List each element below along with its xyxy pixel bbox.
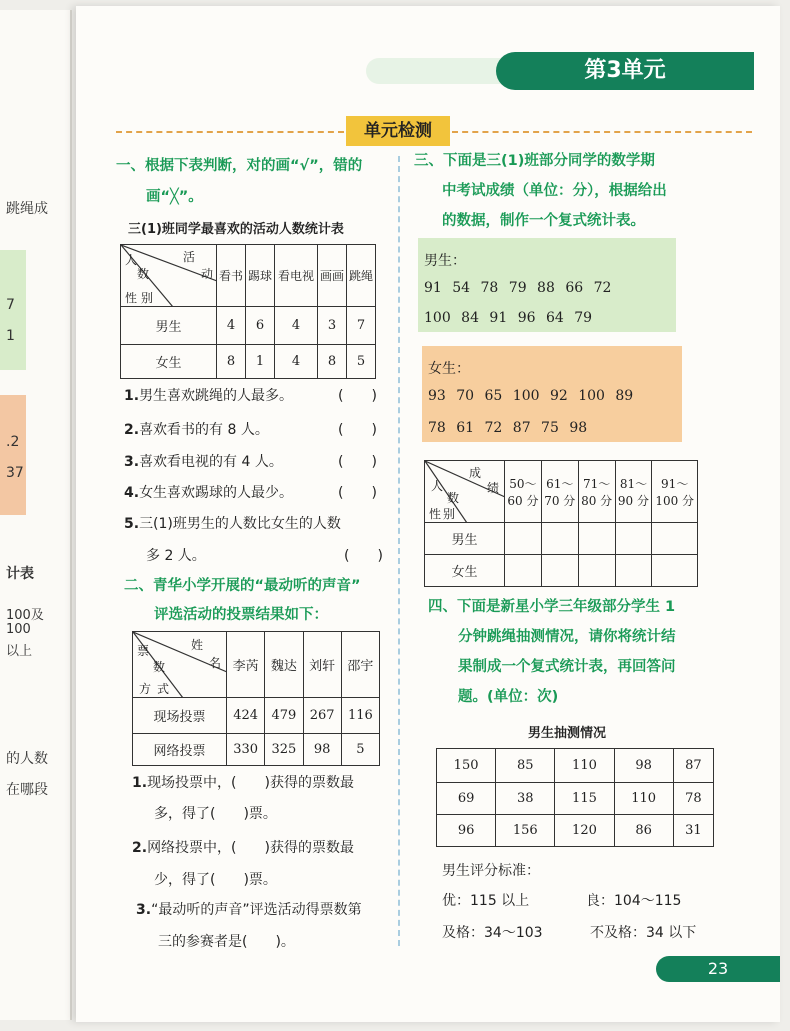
col-header: 跳绳 <box>346 245 375 307</box>
table-cell: 330 <box>227 734 265 766</box>
table-cell: 424 <box>227 698 265 734</box>
q2-title-cont: 评选活动的投票结果如下： <box>154 607 328 623</box>
q1-table-corner: 活 动 人 数 性 别 <box>121 245 217 307</box>
row-header: 女生 <box>121 345 217 379</box>
dash-line-left <box>116 131 344 133</box>
answer-cell[interactable] <box>578 555 615 587</box>
boys-label: 男生： <box>424 253 466 269</box>
table-cell: 116 <box>341 698 379 734</box>
answer-blank[interactable]: ( ) <box>338 454 377 470</box>
answer-blank[interactable]: ( ) <box>344 548 383 564</box>
q1-statement: 3.喜欢看电视的有 4 人。 <box>124 454 283 470</box>
table-cell: 85 <box>496 749 555 783</box>
table-cell: 98 <box>614 749 673 783</box>
q1-statement-cont: 多 2 人。 <box>146 548 206 564</box>
q4-title-cont: 题。(单位：次) <box>458 689 559 705</box>
table-cell: 110 <box>555 749 614 783</box>
q4-title-cont: 分钟跳绳抽测情况，请你将统计结 <box>458 629 676 645</box>
col-header: 81～ 90 分 <box>615 461 652 523</box>
column-divider <box>398 156 400 946</box>
table-cell: 8 <box>217 345 246 379</box>
fragment: 在哪段 <box>6 782 48 798</box>
q2-item: 2.网络投票中，( )获得的票数最 <box>132 840 354 856</box>
row-header: 现场投票 <box>133 698 227 734</box>
q2-item: 3.“最动听的声音”评选活动得票数第 <box>136 902 362 918</box>
col-header: 邵宇 <box>341 632 379 698</box>
answer-cell[interactable] <box>652 555 698 587</box>
fragment: .2 <box>6 434 20 450</box>
row-header: 网络投票 <box>133 734 227 766</box>
q3-table <box>424 460 698 587</box>
answer-cell[interactable] <box>541 555 578 587</box>
fragment: 跳绳成 <box>6 201 48 217</box>
fragment: 1 <box>6 328 15 344</box>
row-header: 男生 <box>121 307 217 345</box>
row-header: 男生 <box>425 523 505 555</box>
q4-table <box>436 748 714 847</box>
table-cell: 110 <box>614 783 673 815</box>
fragment: 37 <box>6 465 24 481</box>
col-header: 看书 <box>217 245 246 307</box>
col-header: 刘轩 <box>303 632 341 698</box>
answer-cell[interactable] <box>652 523 698 555</box>
table-cell: 38 <box>496 783 555 815</box>
answer-cell[interactable] <box>615 555 652 587</box>
table-cell: 5 <box>346 345 375 379</box>
q4-table-caption: 男生抽测情况 <box>528 726 607 741</box>
q3-table-corner: 成 绩 人 数 性 别 <box>425 461 505 523</box>
answer-cell[interactable] <box>541 523 578 555</box>
q1-title-cont: 画“╳”。 <box>146 189 203 205</box>
workbook-page <box>76 6 780 1022</box>
table-cell: 479 <box>265 698 303 734</box>
q3-title-cont: 中考试成绩（单位：分），根据给出 <box>442 183 667 199</box>
col-header: 画画 <box>317 245 346 307</box>
q2-item-cont: 少，得了( )票。 <box>154 872 277 888</box>
q3-title-cont: 的数据，制作一个复式统计表。 <box>442 213 645 229</box>
table-cell: 86 <box>614 815 673 847</box>
q2-title: 二、青华小学开展的“最动听的声音” <box>124 578 361 594</box>
standard-fail: 不及格：34 以下 <box>590 925 697 941</box>
q1-statement: 4.女生喜欢踢球的人最少。 <box>124 485 294 501</box>
answer-cell[interactable] <box>505 555 542 587</box>
answer-cell[interactable] <box>578 523 615 555</box>
table-cell: 6 <box>246 307 275 345</box>
row-header: 女生 <box>425 555 505 587</box>
table-cell: 78 <box>673 783 713 815</box>
fragment: 计表 <box>6 566 34 582</box>
section-title: 单元检测 <box>346 116 450 146</box>
q1-statement: 2.喜欢看书的有 8 人。 <box>124 422 269 438</box>
fragment: 7 <box>6 297 15 313</box>
table-cell: 69 <box>437 783 496 815</box>
girls-scores-line: 78 61 72 87 75 98 <box>428 420 588 436</box>
col-header: 50～ 60 分 <box>505 461 542 523</box>
boys-scores-line: 100 84 91 96 64 79 <box>424 310 593 326</box>
table-cell: 325 <box>265 734 303 766</box>
boys-scores-line: 91 54 78 79 88 66 72 <box>424 280 612 296</box>
q1-statement: 1.男生喜欢跳绳的人最多。 <box>124 388 294 404</box>
standard-pass: 及格：34～103 <box>442 925 543 941</box>
q2-table-corner: 姓 名 票 数 方 式 <box>133 632 227 698</box>
answer-blank[interactable]: ( ) <box>338 388 377 404</box>
table-cell: 4 <box>217 307 246 345</box>
answer-blank[interactable]: ( ) <box>338 485 377 501</box>
table-cell: 7 <box>346 307 375 345</box>
girls-label: 女生： <box>428 361 470 377</box>
table-cell: 3 <box>317 307 346 345</box>
q1-statement: 5.三(1)班男生的人数比女生的人数 <box>124 516 341 532</box>
unit-banner: 第3单元 <box>496 52 754 90</box>
q4-title-cont: 果制成一个复式统计表，再回答问 <box>458 659 676 675</box>
q1-table <box>120 244 376 379</box>
q2-table <box>132 631 380 766</box>
q1-table-caption: 三(1)班同学最喜欢的活动人数统计表 <box>128 222 344 237</box>
col-header: 李芮 <box>227 632 265 698</box>
table-cell: 4 <box>275 345 318 379</box>
q3-title: 三、下面是三(1)班部分同学的数学期 <box>414 153 655 169</box>
answer-cell[interactable] <box>615 523 652 555</box>
table-cell: 98 <box>303 734 341 766</box>
table-cell: 96 <box>437 815 496 847</box>
col-header: 魏达 <box>265 632 303 698</box>
table-cell: 31 <box>673 815 713 847</box>
q2-item: 1.现场投票中，( )获得的票数最 <box>132 775 354 791</box>
table-cell: 156 <box>496 815 555 847</box>
col-header: 看电视 <box>275 245 318 307</box>
table-cell: 120 <box>555 815 614 847</box>
standard-title: 男生评分标准： <box>442 863 540 879</box>
table-cell: 150 <box>437 749 496 783</box>
q2-item-cont: 三的参赛者是( )。 <box>158 934 295 950</box>
table-cell: 1 <box>246 345 275 379</box>
page-number: 23 <box>656 956 780 982</box>
q4-title: 四、下面是新星小学三年级部分学生 1 <box>428 599 676 615</box>
table-cell: 115 <box>555 783 614 815</box>
table-cell: 267 <box>303 698 341 734</box>
answer-blank[interactable]: ( ) <box>338 422 377 438</box>
fragment: 以上 <box>6 644 33 659</box>
col-header: 61～ 70 分 <box>541 461 578 523</box>
table-cell: 4 <box>275 307 318 345</box>
col-header: 71～ 80 分 <box>578 461 615 523</box>
previous-page-edge <box>0 10 72 1020</box>
table-cell: 87 <box>673 749 713 783</box>
col-header: 踢球 <box>246 245 275 307</box>
dash-line-right <box>452 131 752 133</box>
girls-scores-line: 93 70 65 100 92 100 89 <box>428 388 634 404</box>
col-header: 91～ 100 分 <box>652 461 698 523</box>
q1-title: 一、根据下表判断，对的画“√”，错的 <box>116 158 363 174</box>
standard-excellent: 优：115 以上 <box>442 893 530 909</box>
fragment: 100 <box>6 622 31 637</box>
standard-good: 良：104～115 <box>586 893 682 909</box>
table-cell: 5 <box>341 734 379 766</box>
answer-cell[interactable] <box>505 523 542 555</box>
orange-strip <box>0 395 26 515</box>
fragment: 100及 <box>6 608 44 623</box>
q2-item-cont: 多，得了( )票。 <box>154 806 277 822</box>
fragment: 的人数 <box>6 751 48 767</box>
table-cell: 8 <box>317 345 346 379</box>
